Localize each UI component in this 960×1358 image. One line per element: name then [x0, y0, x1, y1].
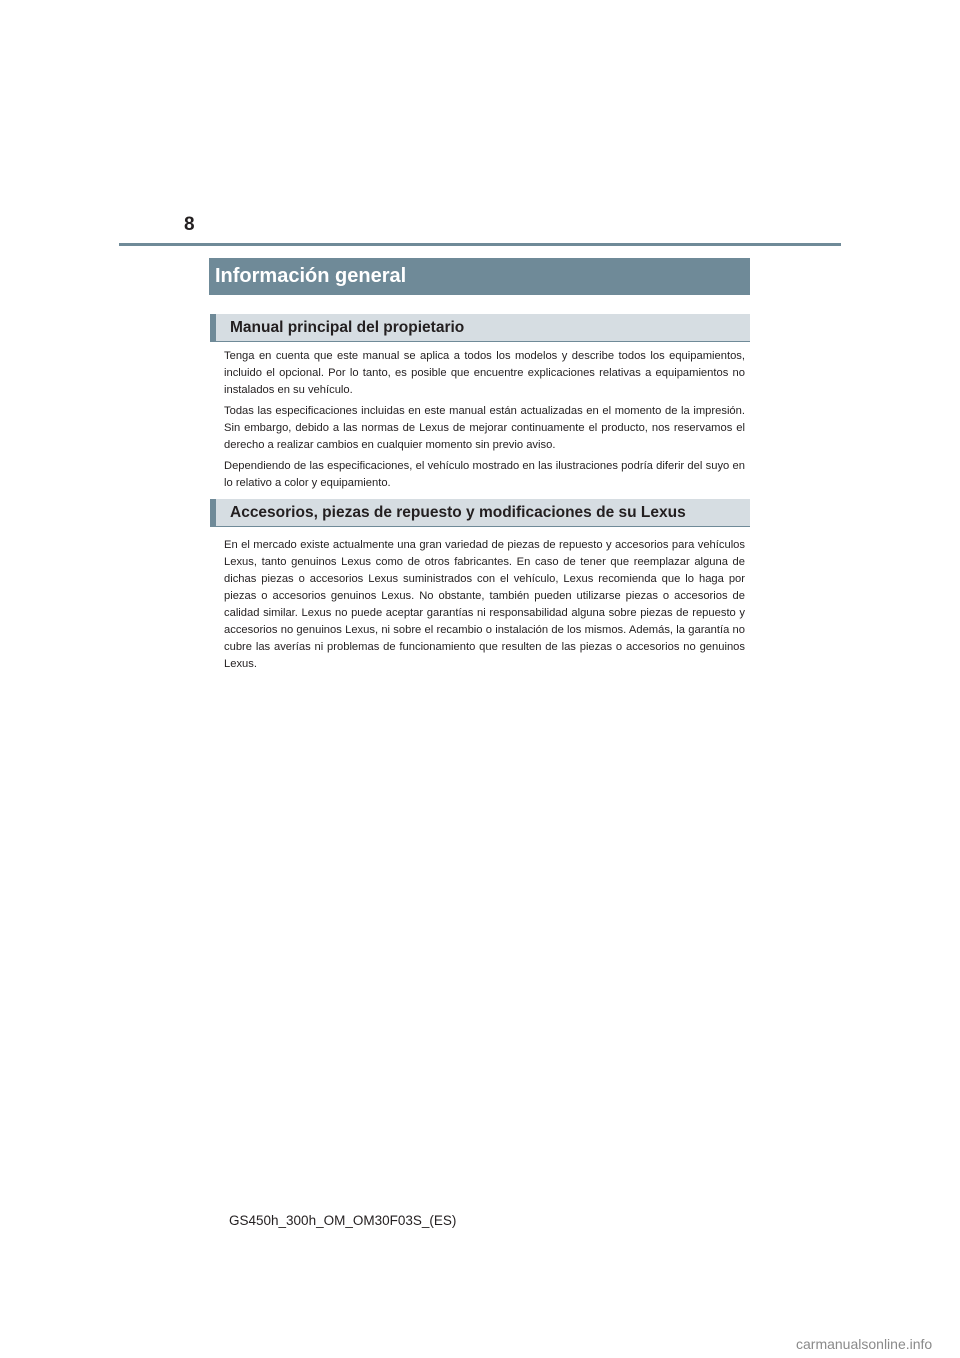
footer-document-code: GS450h_300h_OM_OM30F03S_(ES) [229, 1213, 457, 1228]
paragraph-specifications: Todas las especificaciones incluidas en este manual están actualizadas en el momento de la impresión. Sin embargo, debido a las normas de Lexus de mejorar continuamente el producto, nos reservamos el derecho a realizar cambios en cualquier momento sin previo aviso. [224, 405, 745, 451]
header-rule [119, 243, 841, 246]
page-number: 8 [184, 214, 195, 235]
watermark: carmanualsonline.info [796, 1336, 933, 1352]
subsection-heading-owners-manual: Manual principal del propietario [210, 314, 750, 342]
section-title: Información general [209, 258, 750, 295]
paragraph-accessories: En el mercado existe actualmente una gran variedad de piezas de repuesto y accesorios para vehículos Lexus, tanto genuinos Lexus como de otros fabricantes. En caso de tener que reemplazar alguna de dichas piezas o accesorios Lexus suministrados con el vehículo, Lexus recomienda que lo haga por piezas o accesorios genuinos Lexus. No obstante, también pueden utilizarse piezas o accesorios de calidad similar. Lexus no puede aceptar garantías ni responsabilidad alguna sobre piezas de repuesto y accesorios no genuinos Lexus, ni sobre el recambio o instalación de los mismos. Además, la garantía no cubre las averías ni problemas de funcionamiento que resulten de las piezas o accesorios no genuinos Lexus. [224, 539, 745, 670]
paragraph-manual-scope: Tenga en cuenta que este manual se aplica a todos los modelos y describe todos los equipamientos, incluido el opcional. Por lo tanto, es posible que encuentre explicaciones relativas a equipamientos no instalados en su vehículo. [224, 350, 745, 396]
paragraph-illustrations: Dependiendo de las especificaciones, el vehículo mostrado en las ilustraciones podría diferir del suyo en lo relativo a color y equipamiento. [224, 460, 745, 489]
subsection-heading-accessories: Accesorios, piezas de repuesto y modificaciones de su Lexus [210, 499, 750, 527]
